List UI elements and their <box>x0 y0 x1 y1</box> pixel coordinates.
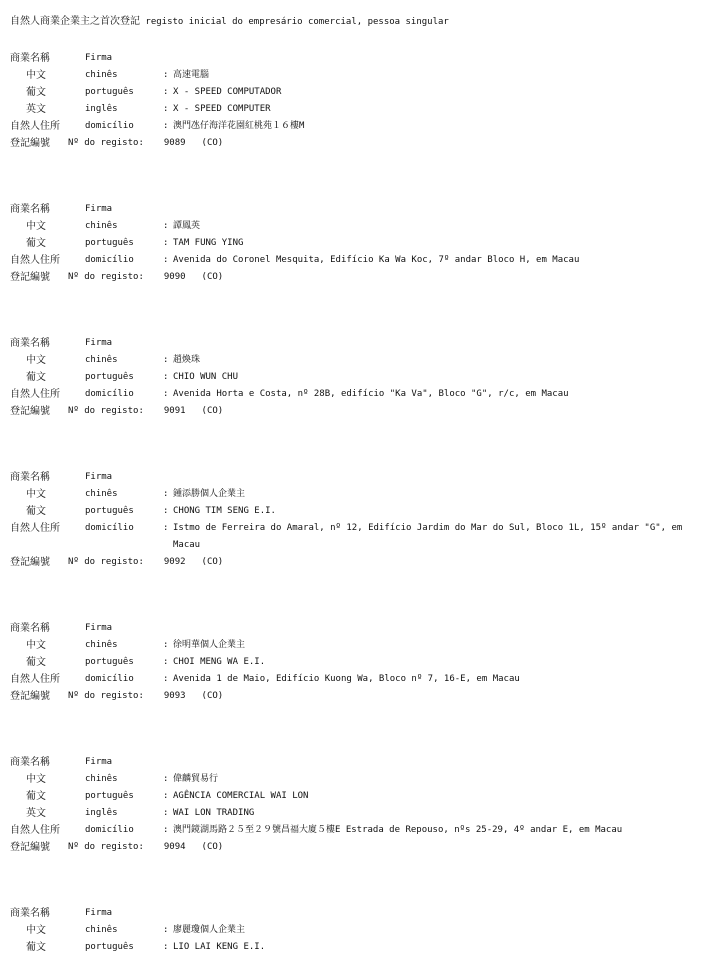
english-name-row-label-pt: inglês <box>85 808 118 818</box>
portuguese-name-row-value: LIO LAI KENG E.I. <box>173 942 266 952</box>
reg-label-zh: 登記編號 <box>10 842 50 853</box>
chinese-name-row-colon: : <box>163 925 169 935</box>
registration-number: 9094 <box>163 842 186 852</box>
portuguese-name-row-label-pt: português <box>85 791 134 801</box>
firm-header-row <box>10 50 710 67</box>
registration-code: (CO) <box>201 691 224 701</box>
portuguese-name-row <box>10 503 710 520</box>
firm-header-row <box>10 469 710 486</box>
chinese-name-row-colon: : <box>163 489 169 499</box>
english-name-row-colon: : <box>163 104 169 114</box>
entry-spacer <box>10 152 710 201</box>
chinese-name-row-value: 廖麗瓊個人企業主 <box>173 925 246 935</box>
portuguese-name-row-label-pt: português <box>85 657 134 667</box>
domicile-row-label-pt: domicílio <box>85 255 134 265</box>
firm-header-row-label-zh: 商業名稱 <box>10 623 50 634</box>
domicile-row-label-zh: 自然人住所 <box>10 255 60 266</box>
portuguese-name-row <box>10 654 710 671</box>
domicile-row-label-zh: 自然人住所 <box>10 121 60 132</box>
portuguese-name-row-label-zh: 葡文 <box>26 942 46 953</box>
section-heading-pt: registo inicial do empresário comercial, pessoa singular <box>140 17 449 27</box>
domicile-row <box>10 520 710 554</box>
portuguese-name-row-colon: : <box>163 657 169 667</box>
domicile-row-value: Avenida 1 de Maio, Edifício Kuong Wa, Bloco nº 7, 16-E, em Macau <box>173 674 520 684</box>
portuguese-name-row-label-pt: português <box>85 506 134 516</box>
firm-header-row <box>10 754 710 771</box>
section-heading-zh: 自然人商業企業主之首次登記 <box>10 16 140 27</box>
section-heading <box>10 14 710 30</box>
registration-entry <box>10 469 710 571</box>
registration-entry <box>10 335 710 420</box>
chinese-name-row-value: 譚鳳英 <box>173 221 201 231</box>
firm-header-row <box>10 620 710 637</box>
registration-number: 9091 <box>163 406 186 416</box>
reg-label-zh: 登記編號 <box>10 691 50 702</box>
chinese-name-row <box>10 352 710 369</box>
domicile-row-colon: : <box>163 825 169 835</box>
gazette-page <box>10 14 710 956</box>
domicile-row-value: 澳門氹仔海洋花園紅桃苑１６樓M <box>173 121 305 131</box>
registration-number: 9093 <box>163 691 186 701</box>
portuguese-name-row-label-pt: português <box>85 238 134 248</box>
english-name-row-label-zh: 英文 <box>26 104 46 115</box>
registration-code: (CO) <box>201 138 224 148</box>
registration-entry <box>10 201 710 286</box>
domicile-row <box>10 671 710 688</box>
chinese-name-row <box>10 67 710 84</box>
chinese-name-row-value: 趙煥珠 <box>173 355 201 365</box>
portuguese-name-row-colon: : <box>163 238 169 248</box>
english-name-row-colon: : <box>163 808 169 818</box>
portuguese-name-row-label-pt: português <box>85 87 134 97</box>
chinese-name-row-label-pt: chinês <box>85 925 118 935</box>
firm-header-row-label-pt: Firma <box>85 472 113 482</box>
chinese-name-row-label-pt: chinês <box>85 774 118 784</box>
registration-number-row <box>10 688 710 705</box>
entry-spacer <box>10 420 710 469</box>
firm-header-row-label-pt: Firma <box>85 757 113 767</box>
english-name-row <box>10 805 710 822</box>
reg-label-pt: Nº do registo: <box>68 272 144 282</box>
chinese-name-row <box>10 637 710 654</box>
chinese-name-row-label-pt: chinês <box>85 70 118 80</box>
registration-number: 9092 <box>163 557 186 567</box>
registration-number: 9089 <box>163 138 186 148</box>
domicile-row <box>10 386 710 403</box>
portuguese-name-row-label-pt: português <box>85 942 134 952</box>
chinese-name-row-label-pt: chinês <box>85 355 118 365</box>
registration-number-row <box>10 403 710 420</box>
chinese-name-row-value: 鍾添勝個人企業主 <box>173 489 246 499</box>
entry-spacer <box>10 286 710 335</box>
chinese-name-row-colon: : <box>163 355 169 365</box>
firm-header-row-label-zh: 商業名稱 <box>10 204 50 215</box>
domicile-row-colon: : <box>163 389 169 399</box>
domicile-row-label-zh: 自然人住所 <box>10 674 60 685</box>
english-name-row-value: X - SPEED COMPUTER <box>173 104 271 114</box>
domicile-row <box>10 252 710 269</box>
registration-number: 9090 <box>163 272 186 282</box>
registration-entry <box>10 50 710 152</box>
firm-header-row-label-pt: Firma <box>85 338 113 348</box>
chinese-name-row-label-pt: chinês <box>85 489 118 499</box>
english-name-row-label-zh: 英文 <box>26 808 46 819</box>
domicile-row-label-pt: domicílio <box>85 825 134 835</box>
portuguese-name-row <box>10 369 710 386</box>
reg-label-zh: 登記編號 <box>10 406 50 417</box>
registration-number-row <box>10 135 710 152</box>
entry-spacer <box>10 856 710 905</box>
portuguese-name-row-colon: : <box>163 791 169 801</box>
portuguese-name-row-label-zh: 葡文 <box>26 372 46 383</box>
reg-label-pt: Nº do registo: <box>68 557 144 567</box>
firm-header-row-label-pt: Firma <box>85 623 113 633</box>
chinese-name-row-colon: : <box>163 221 169 231</box>
chinese-name-row <box>10 922 710 939</box>
firm-header-row-label-pt: Firma <box>85 204 113 214</box>
registration-entry <box>10 754 710 856</box>
chinese-name-row <box>10 771 710 788</box>
portuguese-name-row-label-zh: 葡文 <box>26 238 46 249</box>
firm-header-row-label-zh: 商業名稱 <box>10 53 50 64</box>
firm-header-row-label-pt: Firma <box>85 53 113 63</box>
chinese-name-row-label-zh: 中文 <box>26 774 46 785</box>
portuguese-name-row-colon: : <box>163 87 169 97</box>
chinese-name-row-label-zh: 中文 <box>26 925 46 936</box>
registration-code: (CO) <box>201 842 224 852</box>
firm-header-row-label-zh: 商業名稱 <box>10 908 50 919</box>
domicile-row-label-pt: domicílio <box>85 121 134 131</box>
registration-number-row <box>10 839 710 856</box>
chinese-name-row-colon: : <box>163 640 169 650</box>
domicile-row-colon: : <box>163 255 169 265</box>
english-name-row <box>10 101 710 118</box>
registration-number-row <box>10 269 710 286</box>
portuguese-name-row-value: CHIO WUN CHU <box>173 372 239 382</box>
reg-label-zh: 登記編號 <box>10 272 50 283</box>
registration-code: (CO) <box>201 272 224 282</box>
firm-header-row-label-zh: 商業名稱 <box>10 472 50 483</box>
portuguese-name-row-label-zh: 葡文 <box>26 791 46 802</box>
portuguese-name-row-colon: : <box>163 372 169 382</box>
chinese-name-row <box>10 486 710 503</box>
domicile-row-label-zh: 自然人住所 <box>10 523 60 534</box>
chinese-name-row-value: 徐明華個人企業主 <box>173 640 246 650</box>
chinese-name-row-label-zh: 中文 <box>26 489 46 500</box>
domicile-row-label-pt: domicílio <box>85 523 134 533</box>
entry-spacer <box>10 705 710 754</box>
portuguese-name-row-label-zh: 葡文 <box>26 657 46 668</box>
portuguese-name-row-value: CHOI MENG WA E.I. <box>173 657 266 667</box>
portuguese-name-row-colon: : <box>163 506 169 516</box>
registration-code: (CO) <box>201 557 224 567</box>
portuguese-name-row-colon: : <box>163 942 169 952</box>
chinese-name-row-label-pt: chinês <box>85 640 118 650</box>
portuguese-name-row <box>10 84 710 101</box>
portuguese-name-row-label-zh: 葡文 <box>26 87 46 98</box>
reg-label-zh: 登記編號 <box>10 557 50 568</box>
english-name-row-label-pt: inglês <box>85 104 118 114</box>
domicile-row-label-zh: 自然人住所 <box>10 389 60 400</box>
chinese-name-row-colon: : <box>163 774 169 784</box>
portuguese-name-row-value: AGÊNCIA COMERCIAL WAI LON <box>173 791 309 801</box>
domicile-row-label-pt: domicílio <box>85 674 134 684</box>
english-name-row-value: WAI LON TRADING <box>173 808 255 818</box>
firm-header-row <box>10 335 710 352</box>
firm-header-row <box>10 905 710 922</box>
domicile-row <box>10 822 710 839</box>
domicile-row-label-pt: domicílio <box>85 389 134 399</box>
chinese-name-row-colon: : <box>163 70 169 80</box>
domicile-row-value: Istmo de Ferreira do Amaral, nº 12, Edifício Jardim do Mar do Sul, Bloco 1L, 15º andar "G", em Macau <box>173 523 688 550</box>
chinese-name-row-label-pt: chinês <box>85 221 118 231</box>
portuguese-name-row <box>10 235 710 252</box>
registration-list <box>10 50 710 956</box>
chinese-name-row-label-zh: 中文 <box>26 70 46 81</box>
reg-label-pt: Nº do registo: <box>68 842 144 852</box>
registration-number-row <box>10 554 710 571</box>
domicile-row-value: 澳門鏡湖馬路２５至２９號昌福大廈５樓E Estrada de Repouso, nºs 25-29, 4º andar E, em Macau <box>173 825 623 835</box>
chinese-name-row-label-zh: 中文 <box>26 355 46 366</box>
chinese-name-row-value: 高速電腦 <box>173 70 210 80</box>
reg-label-zh: 登記編號 <box>10 138 50 149</box>
portuguese-name-row-label-zh: 葡文 <box>26 506 46 517</box>
reg-label-pt: Nº do registo: <box>68 691 144 701</box>
reg-label-pt: Nº do registo: <box>68 406 144 416</box>
registration-code: (CO) <box>201 406 224 416</box>
domicile-row <box>10 118 710 135</box>
portuguese-name-row-value: CHONG TIM SENG E.I. <box>173 506 276 516</box>
portuguese-name-row-value: TAM FUNG YING <box>173 238 244 248</box>
portuguese-name-row <box>10 788 710 805</box>
chinese-name-row <box>10 218 710 235</box>
domicile-row-label-zh: 自然人住所 <box>10 825 60 836</box>
domicile-row-value: Avenida Horta e Costa, nº 28B, edifício "Ka Va", Bloco "G", r/c, em Macau <box>173 389 569 399</box>
domicile-row-colon: : <box>163 121 169 131</box>
domicile-row-colon: : <box>163 674 169 684</box>
chinese-name-row-value: 偉麟貿易行 <box>173 774 219 784</box>
domicile-row-value: Avenida do Coronel Mesquita, Edifício Ka Wa Koc, 7º andar Bloco H, em Macau <box>173 255 580 265</box>
chinese-name-row-label-zh: 中文 <box>26 640 46 651</box>
firm-header-row-label-pt: Firma <box>85 908 113 918</box>
chinese-name-row-label-zh: 中文 <box>26 221 46 232</box>
registration-entry <box>10 620 710 705</box>
entry-spacer <box>10 571 710 620</box>
portuguese-name-row <box>10 939 710 956</box>
registration-entry <box>10 905 710 956</box>
reg-label-pt: Nº do registo: <box>68 138 144 148</box>
portuguese-name-row-value: X - SPEED COMPUTADOR <box>173 87 282 97</box>
firm-header-row <box>10 201 710 218</box>
portuguese-name-row-label-pt: português <box>85 372 134 382</box>
domicile-row-colon: : <box>163 523 169 533</box>
firm-header-row-label-zh: 商業名稱 <box>10 338 50 349</box>
firm-header-row-label-zh: 商業名稱 <box>10 757 50 768</box>
